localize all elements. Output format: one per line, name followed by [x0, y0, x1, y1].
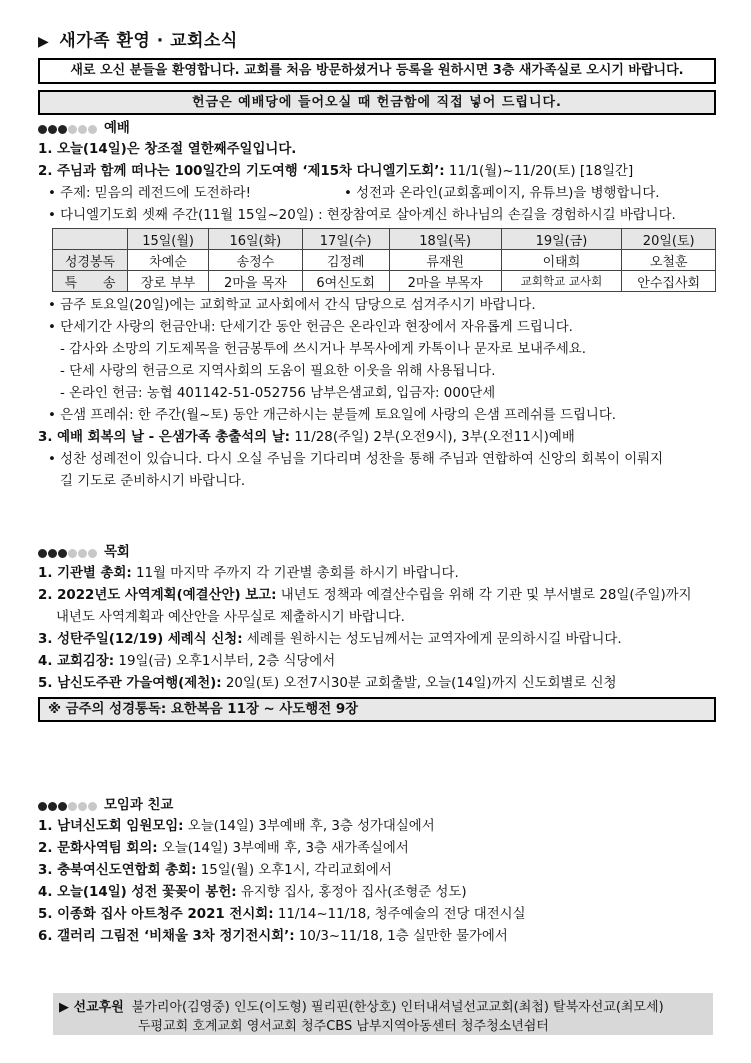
worship-fast-offering-b: - 단세 사랑의 헌금으로 지역사회의 도움이 필요한 이웃을 위해 사용됩니다.: [60, 364, 496, 379]
section-heading-meetings: [38, 796, 716, 816]
footer-label: ▶ 선교후원: [59, 1000, 124, 1015]
worship-item-3: [38, 427, 716, 449]
item-title: 2. 문화사역팀 회의:: [38, 841, 158, 856]
worship-saturday-note: • 금주 토요일(20일)에는 교회학교 교사회에서 간식 담당으로 섬겨주시기 바랍니다.: [48, 298, 536, 313]
item-text: 내년도 정책과 예결산수립을 위해 각 기관 및 부서별로 28일(주일)까지: [276, 588, 692, 603]
table-row: [53, 250, 716, 271]
news-page: [38, 30, 716, 948]
table-header-cell: 15일(월): [128, 229, 209, 250]
worship-fast-offering: • 단세기간 사랑의 헌금안내: 단세기간 동안 헌금은 온라인과 현장에서 자유롭게 드립니다.: [48, 320, 573, 335]
item-title: 4. 교회김장:: [38, 654, 115, 669]
table-cell: 2마을 목자: [209, 271, 302, 292]
item-text: 오늘(14일) 3부예배 후, 3층 성가대실에서: [183, 819, 435, 834]
table-row-label: 특 송: [53, 271, 128, 292]
item-text: 11/28(주일) 2부(오전9시), 3부(오전11시)예배: [289, 430, 575, 445]
item-title: 4. 오늘(14일) 성전 꽃꽂이 봉헌:: [38, 885, 237, 900]
table-cell: 이태희: [501, 250, 622, 271]
item-text: 유지향 집사, 홍정아 집사(조형준 성도): [236, 885, 467, 900]
item-title: 2. 주님과 함께 떠나는 100일간의 기도여행 ‘제15차 다니엘기도회’:: [38, 164, 445, 179]
item-text: 11/1(월)~11/20(토) [18일간]: [444, 164, 634, 179]
item-title: 5. 남신도주관 가을여행(제천):: [38, 676, 222, 691]
worship-fresh-note: • 은샘 프레쉬: 한 주간(월~토) 동안 개근하시는 분들께 토요일에 사랑의 은샘 프레쉬를 드립니다.: [48, 408, 617, 423]
item-title: 3. 충북여신도연합회 총회:: [38, 863, 197, 878]
item-text: 11/14~11/18, 청주예술의 전당 대전시실: [273, 907, 526, 922]
worship-item-1: 1. 오늘(14일)은 창조절 열한째주일입니다.: [38, 142, 297, 157]
table-cell: 송정수: [209, 250, 302, 271]
item-title: 5. 이종화 집사 아트청주 2021 전시회:: [38, 907, 274, 922]
pastoral-item-5: [38, 673, 716, 695]
dots-icon: [38, 802, 98, 811]
table-header-row: [53, 229, 716, 250]
table-cell: 안수집사회: [622, 271, 716, 292]
section-title: 예배: [104, 121, 130, 136]
footer-line-2: 두평교회 호계교회 영서교회 청주CBS 남부지역아동센터 청주청소년쉼터: [138, 1019, 549, 1034]
mission-support-footer: [53, 993, 713, 1035]
table-cell: 2마을 부목자: [389, 271, 501, 292]
footer-line-1: [59, 996, 664, 1015]
table-header-cell: 16일(화): [209, 229, 302, 250]
table-cell: 류재원: [389, 250, 501, 271]
meeting-item-3: [38, 860, 716, 882]
item-text: 15일(월) 오후1시, 각리교회에서: [196, 863, 392, 878]
section-title: 모임과 친교: [104, 798, 174, 813]
table-row: [53, 271, 716, 292]
table-header-cell: 17일(수): [302, 229, 389, 250]
pastoral-item-2: [38, 585, 716, 607]
welcome-banner: 새로 오신 분들을 환영합니다. 교회를 처음 방문하셨거나 등록을 원하시면 3층 새가족실로 오시기 바랍니다.: [38, 58, 716, 84]
theme-text: • 주제: 믿음의 레전드에 도전하라!: [48, 186, 251, 201]
table-cell: 교회학교 교사회: [501, 271, 622, 292]
online-text: • 성전과 온라인(교회홈페이지, 유튜브)을 병행합니다.: [344, 186, 660, 201]
offering-banner: 헌금은 예배당에 들어오실 때 헌금함에 직접 넣어 드립니다.: [38, 90, 716, 115]
table-cell: 차예순: [128, 250, 209, 271]
meeting-item-4: [38, 882, 716, 904]
item-title: 1. 기관별 총회:: [38, 566, 132, 581]
table-cell: 오철훈: [622, 250, 716, 271]
dots-icon: [38, 549, 98, 558]
item-title: 2. 2022년도 사역계획(예결산안) 보고:: [38, 588, 277, 603]
table-header-cell: 18일(목): [389, 229, 501, 250]
worship-fast-offering-c: - 온라인 헌금: 농협 401142-51-052756 남부은샘교회, 입금자: 000단세: [60, 386, 496, 401]
section-heading-worship: [38, 119, 716, 139]
page-title-text: 새가족 환영 · 교회소식: [59, 31, 238, 51]
item-text: 10/3~11/18, 1층 실만한 물가에서: [294, 929, 508, 944]
dots-icon: [38, 125, 98, 134]
item-text: 세례를 원하시는 성도님께서는 교역자에게 문의하시길 바랍니다.: [242, 632, 622, 647]
worship-item-3-note-cont: 길 기도로 준비하시기 바랍니다.: [60, 474, 246, 489]
item-title: 1. 남녀신도회 임원모임:: [38, 819, 184, 834]
meeting-item-2: [38, 838, 716, 860]
meeting-item-6: [38, 926, 716, 948]
worship-item-2: [38, 161, 716, 183]
page-title: [38, 30, 716, 52]
pastoral-item-1: [38, 563, 716, 585]
worship-item-2-theme-row: [38, 183, 716, 205]
item-title: 3. 성탄주일(12/19) 세례식 신청:: [38, 632, 243, 647]
item-text: 11월 마지막 주까지 각 기관별 총회를 하시기 바랍니다.: [131, 566, 459, 581]
item-text: 19일(금) 오후1시부터, 2층 식당에서: [114, 654, 336, 669]
table-cell: 장로 부부: [128, 271, 209, 292]
arrow-icon: ▶: [38, 34, 50, 50]
table-cell: 6여신도회: [302, 271, 389, 292]
pastoral-item-4: [38, 651, 716, 673]
table-header-cell: 20일(토): [622, 229, 716, 250]
schedule-table: [52, 228, 716, 292]
meeting-item-1: [38, 816, 716, 838]
item-title: 6. 갤러리 그림전 ‘비채울 3차 정기전시회’:: [38, 929, 295, 944]
worship-item-2-week: • 다니엘기도회 셋째 주간(11월 15일~20일) : 현장참여로 살아계신 하나님의 손길을 경험하시길 바랍니다.: [48, 208, 676, 223]
item-text: 오늘(14일) 3부예배 후, 3층 새가족실에서: [157, 841, 409, 856]
worship-item-3-note: • 성찬 성례전이 있습니다. 다시 오실 주님을 기다리며 성찬을 통해 주님과 연합하여 신앙의 회복이 이뤄지: [48, 452, 664, 467]
bible-reading-banner: ※ 금주의 성경통독: 요한복음 11장 ~ 사도행전 9장: [38, 697, 716, 722]
section-title: 목회: [104, 545, 130, 560]
footer-text: 불가리아(김영중) 인도(이도형) 필리핀(한상호) 인터내셔널선교교회(최첩) 탈북자선교(최모세): [131, 1000, 664, 1015]
table-cell: 김정례: [302, 250, 389, 271]
section-heading-pastoral: [38, 543, 716, 563]
table-header-cell: 19일(금): [501, 229, 622, 250]
item-title: 3. 예배 회복의 날 - 은샘가족 총출석의 날:: [38, 430, 290, 445]
item-text: 20일(토) 오전7시30분 교회출발, 오늘(14일)까지 신도회별로 신청: [221, 676, 617, 691]
pastoral-item-2-cont: 내년도 사역계획과 예산안을 사무실로 제출하시기 바랍니다.: [56, 610, 405, 625]
table-row-label: 성경봉독: [53, 250, 128, 271]
meeting-item-5: [38, 904, 716, 926]
pastoral-item-3: [38, 629, 716, 651]
worship-fast-offering-a: - 감사와 소망의 기도제목을 헌금봉투에 쓰시거나 부목사에게 카톡이나 문자로 보내주세요.: [60, 342, 587, 357]
